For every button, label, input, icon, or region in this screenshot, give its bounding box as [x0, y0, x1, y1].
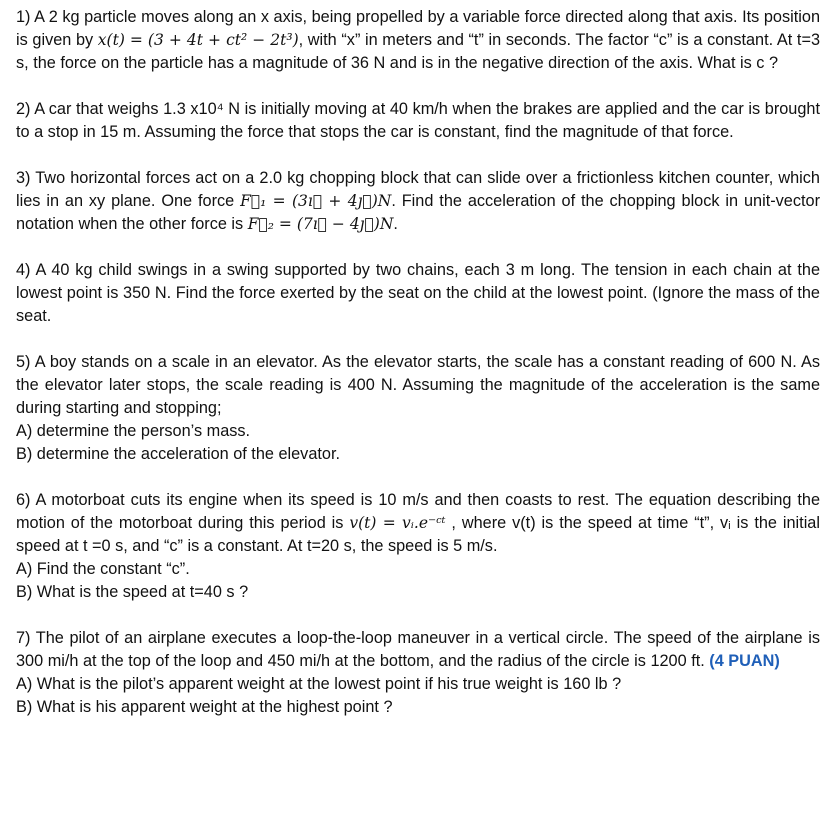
question-7-points-badge: (4 PUAN)	[709, 652, 780, 670]
question-6-part-b: B) What is the speed at t=40 s ?	[16, 583, 249, 601]
question-7-text-main: 7) The pilot of an airplane executes a loop-the-loop maneuver in a vertical circle. The speed of the airplane is 300 mi/h at the top of the loop and 450 mi/h at the bottom, and the radius of the circle is 1200 ft.	[16, 629, 820, 670]
question-5-part-b: B) determine the acceleration of the elevator.	[16, 445, 341, 463]
question-6	[16, 489, 820, 604]
question-3-text-b: . Find the acceleration of the chopping block in unit-vector notation when the other force is	[16, 192, 820, 233]
question-5	[16, 351, 820, 466]
question-1-formula: x(t) = (3 + 4t + ct² − 2t³)	[97, 31, 299, 49]
question-3-text-a: 3) Two horizontal forces act on a 2.0 kg chopping block that can slide over a frictionless kitchen counter, which lies in an xy plane. One force	[16, 169, 820, 210]
question-1-text	[16, 6, 820, 75]
question-5-part-a: A) determine the person’s mass.	[16, 422, 251, 440]
document-body	[16, 6, 820, 742]
question-6-text	[16, 489, 820, 558]
question-1-text-b: , with “x” in meters and “t” in seconds. The factor “c” is a constant. At t=3 s, the force on the particle has a magnitude of 36 N and is in the negative direction of the axis. What is c ?	[16, 31, 821, 72]
question-7-text	[16, 627, 820, 673]
question-2	[16, 98, 820, 144]
question-2-text: 2) A car that weighs 1.3 x10⁴ N is initially moving at 40 km/h when the brakes are applied and the car is brought to a stop in 15 m. Assuming the force that stops the car is constant, find the magnitude of that force.	[16, 100, 820, 141]
question-3-text-c: .	[393, 215, 398, 233]
question-7	[16, 627, 820, 719]
question-6-text-a: 6) A motorboat cuts its engine when its speed is 10 m/s and then coasts to rest. The equation describing the motion of the motorboat during this period is	[16, 491, 820, 532]
question-6-text-b: , where v(t) is the speed at time “t”, vᵢ is the initial speed at t =0 s, and “c” is a constant. At t=20 s, the speed is 5 m/s.	[16, 514, 820, 555]
question-3-text	[16, 167, 820, 236]
question-3-formula-b: F⃗₂ = (7ı⃗ − 4ȷ⃗)N	[247, 215, 394, 233]
question-1-text-a: 1) A 2 kg particle moves along an x axis, being propelled by a variable force directed along that axis. Its position is given by	[16, 8, 820, 49]
question-7-part-b: B) What is his apparent weight at the highest point ?	[16, 698, 393, 716]
question-4-text: 4) A 40 kg child swings in a swing supported by two chains, each 3 m long. The tension in each chain at the lowest point is 350 N. Find the force exerted by the seat on the child at the lowest point. (Ignore the mass of the seat.	[16, 261, 820, 325]
question-6-part-a: A) Find the constant “c”.	[16, 560, 190, 578]
question-1	[16, 6, 820, 75]
question-6-formula: v(t) = vᵢ.e⁻ᶜᵗ	[349, 514, 446, 532]
question-7-part-a: A) What is the pilot’s apparent weight at the lowest point if his true weight is 160 lb ?	[16, 675, 622, 693]
question-4	[16, 259, 820, 328]
question-5-text: 5) A boy stands on a scale in an elevator. As the elevator starts, the scale has a constant reading of 600 N. As the elevator later stops, the scale reading is 400 N. Assuming the magnitude of the acceleration is the same during starting and stopping;	[16, 353, 820, 417]
question-3	[16, 167, 820, 236]
question-3-formula-a: F⃗₁ = (3ı⃗ + 4ȷ⃗)N	[240, 192, 392, 210]
